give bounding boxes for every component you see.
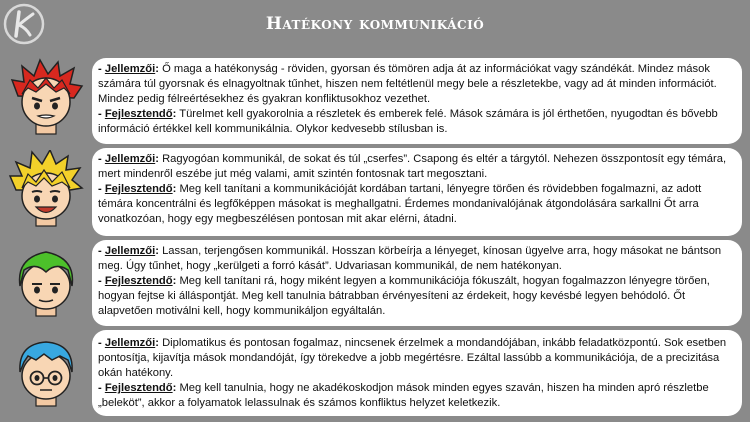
card-red [92,58,742,144]
jellemzoi-text: - Jellemzői: Diplomatikus és pontosan fogalmaz, nincsenek érzelmek a mondandójában, inkább feladatközpontú. Sok esetben pontosítja, kijavítja mások mondandóját, így törekedve a jobb megértésre. Ezáltal lassúbb a kommunikációja, de a precizitása okán hatékony. [98,337,727,379]
red-hair-avatar-icon [4,58,88,138]
green-hair-avatar-icon [4,240,88,320]
jellemzoi-text: - Jellemzői: Ragyogóan kommunikál, de sokat és túl „cserfes”. Csapong és eltér a tárgytól. Nehezen összpontosít egy témára, mert mindenről eszébe jut még valami, amit szintén fontosnak tart megosztani. [98,153,727,180]
fejlesztendo-text: - Fejlesztendő: Meg kell tanulnia, hogy ne akadékoskodjon mások minden egyes szaván, hiszen ha minden apró részletbe „beleköt”, akkor a folyamatok lelassulnak és számos konfliktus helyzet keletkezik. [98,382,709,409]
fejlesztendo-text: - Fejlesztendő: Meg kell tanítani rá, hogy miként legyen a kommunikációja fókuszált, hogyan fogalmazzon lényegre törően, hogyan fejtse ki álláspontját. Meg kell tanulnia bátrabban érvényesíteni az érdekeit, hogy kevésbé legyen behódoló. Őt alapvetően motiválni kell, hogy kommunikáljon egyáltalán. [98,275,710,317]
fejlesztendo-text: - Fejlesztendő: Meg kell tanítani a kommunikációját kordában tartani, lényegre törően és rövidebben fogalmazni, az adott témára koncentrálni és legfőképpen másokat is meghallgatni. Érdemes mondanivalójának átgondolására sarkallni Őt arra vonatkozóan, hogy egy megbeszélésen pontosan mit akar elérni, átadni. [98,183,702,225]
page-title: Hatékony kommunikáció [265,14,485,34]
card-yellow [92,148,742,236]
card-blue [92,330,742,416]
jellemzoi-text: - Jellemzői: Ő maga a hatékonyság - röviden, gyorsan és tömören adja át az információkat vagy szándékát. Mindez mások számára túl gyorsnak és elnagyoltnak tűnhet, hiszen nem feltétlenül megy bele a részletekbe, vagy ad át minden információt. Mindez pedig félreértésekhez és gyakran konfliktusokhoz vezethet. [98,63,717,105]
blue-hair-glasses-avatar-icon [4,330,88,410]
yellow-hair-avatar-icon [4,150,88,230]
card-green [92,240,742,326]
fejlesztendo-text: - Fejlesztendő: Türelmet kell gyakorolnia a részletek és emberek felé. Mások számára is jól érthetően, nyugodtan és bővebb információ értékkel kell kommunikálnia. Olykor kedvesebb stílusban is. [98,108,718,135]
jellemzoi-text: - Jellemzői: Lassan, terjengősen kommunikál. Hosszan körbeírja a lényeget, kínosan ügyelve arra, hogy másokat ne bántson meg. Úgy tűnhet, hogy „kerülgeti a forró kását”. Udvariasan kommunikál, de nem hatékonyan. [98,245,722,272]
